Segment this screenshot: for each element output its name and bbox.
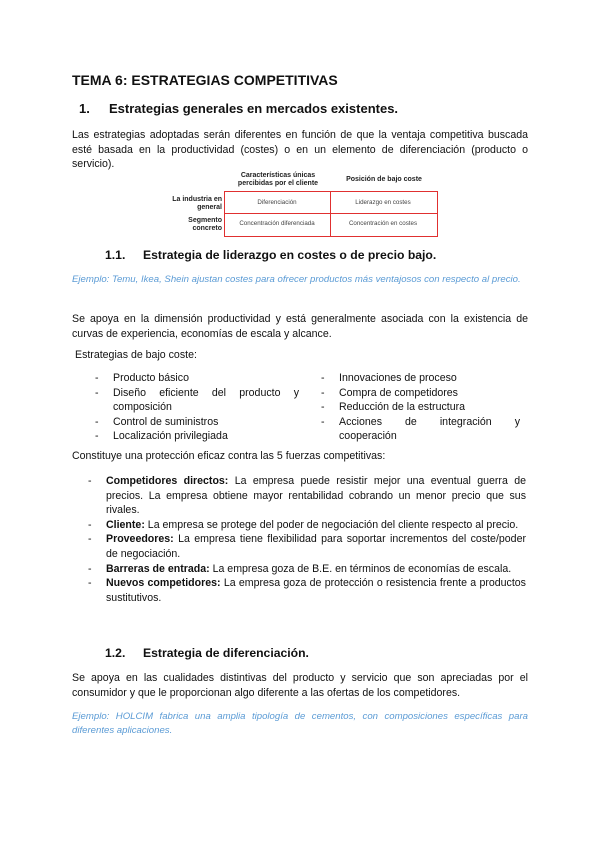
section-1-1-heading [105,248,436,262]
matrix-col-header-unique: Características únicas percibidas por el cliente [237,172,319,187]
section-1-2-heading [105,646,309,660]
matrix-row-header-segment: Segmento concreto [188,217,222,232]
differentiation-paragraph: Se apoya en las cualidades distintivas del producto y servicio que son apreciadas por el consumidor y que le proporcionan algo diferente a las ofertas de los competidores. [72,672,528,699]
list-item: - Acciones de integración y cooperación [321,415,520,443]
list-item: - Producto básico [95,372,189,384]
strategy-matrix [168,172,438,236]
section-1-1-title: Estrategia de liderazgo en costes o de precio bajo. [143,248,437,262]
matrix-cell-focused-differentiation: Concentración diferenciada [239,220,315,227]
low-cost-list-right [321,371,520,444]
section-1-number: 1. [79,101,90,116]
matrix-grid [224,191,438,237]
list-item: - Proveedores: La empresa tiene flexibilidad para soportar incrementos del coste/poder de negociación. [88,533,526,560]
page-title: TEMA 6: ESTRATEGIAS COMPETITIVAS [72,72,338,88]
list-item: - Competidores directos: La empresa puede resistir mejor una eventual guerra de precios. La empresa obtiene mayor rentabilidad cobrando un menor precio que sus rivales. [88,475,527,517]
example-1: Ejemplo: Temu, Ikea, Shein ajustan costes para ofrecer productos más ventajosos con respecto al precio. [72,274,521,285]
section-1-title: Estrategias generales en mercados existentes. [109,101,399,116]
productivity-paragraph: Se apoya en la dimensión productividad y está generalmente asociada con la existencia de curvas de experiencia, economías de escala y alcance. [72,313,528,340]
list-item: - Innovaciones de proceso [321,372,457,384]
force-label: Proveedores: [106,533,174,546]
forces-intro: Constituye una protección eficaz contra las 5 fuerzas competitivas: [72,450,386,462]
intro-paragraph: Las estrategias adoptadas serán diferentes en función de que la ventaja competitiva buscada esté basada en la productividad (costes) o en un elemento de diferenciación (producto o servicio). [72,129,528,171]
list-item: - Control de suministros [95,415,219,428]
matrix-cell-cost-focus: Concentración en costes [348,220,418,227]
section-1-1-number: 1.1. [105,248,126,262]
force-label: Nuevos competidores: [106,577,221,590]
list-item: - Reducción de la estructura [321,401,466,414]
example-2: Ejemplo: HOLCIM fabrica una amplia tipología de cementos, con composiciones específicas para diferentes aplicaciones. [72,711,528,737]
list-item: - Cliente: La empresa se protege del poder de negociación del cliente respecto al precio. [88,518,519,531]
matrix-cell-cost-leadership: Liderazgo en costes [355,199,411,206]
list-item: - Nuevos competidores: La empresa goza de protección o resistencia frente a productos sustitutivos. [88,577,526,604]
force-label: Barreras de entrada: [106,562,210,575]
list-item: - Barreras de entrada: La empresa goza de B.E. en términos de economías de escala. [88,562,512,575]
five-forces-list [88,474,526,605]
low-cost-intro: Estrategias de bajo coste: [75,349,197,361]
list-item: - Compra de competidores [321,386,458,399]
matrix-row-header-industry: La industria en general [172,196,222,211]
force-label: Competidores directos: [106,475,229,487]
low-cost-list-left [95,371,299,444]
section-1-2-number: 1.2. [105,646,126,660]
section-1-heading [79,101,398,116]
force-label: Cliente: [106,518,145,531]
matrix-col-header-low-cost: Posición de bajo coste [346,176,422,183]
matrix-cell-differentiation: Diferenciación [257,199,297,206]
section-1-2-title: Estrategia de diferenciación. [143,646,309,660]
list-item: - Localización privilegiada [95,430,228,443]
list-item: - Diseño eficiente del producto y composición [95,386,299,414]
